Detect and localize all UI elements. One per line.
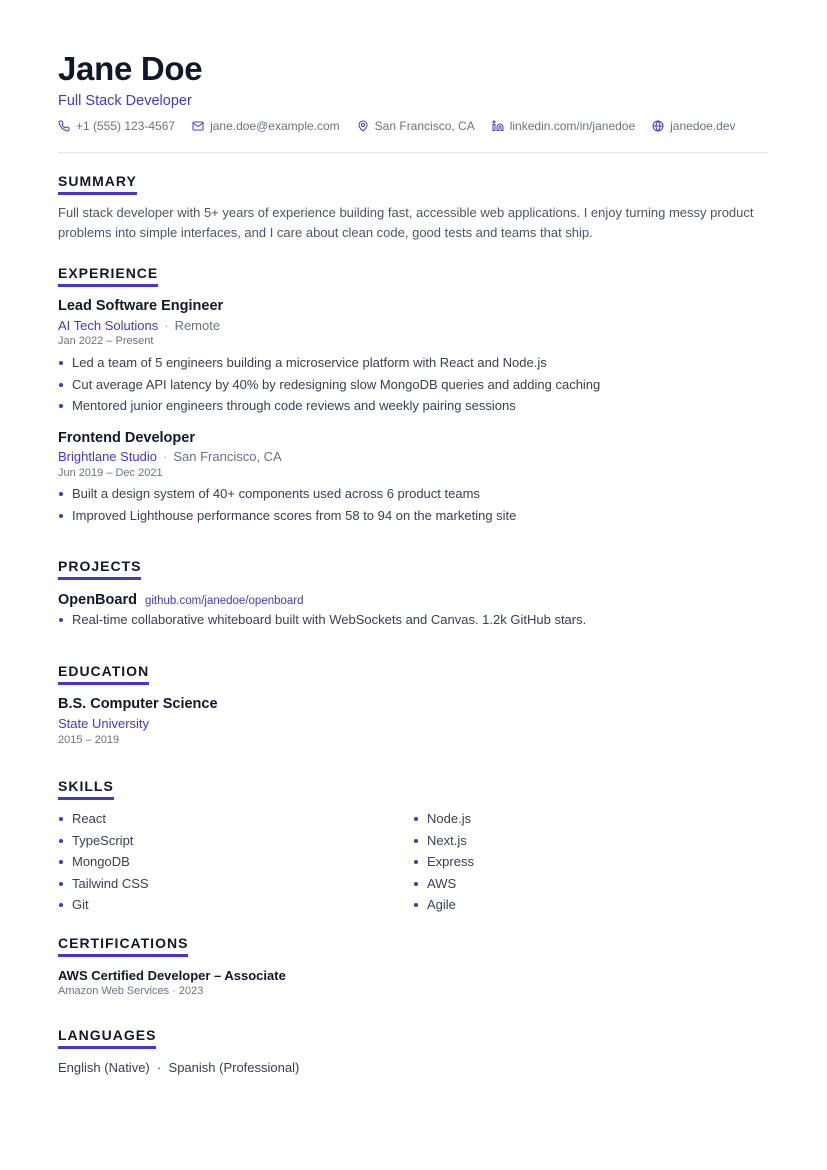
job-title: Frontend Developer [58, 430, 195, 446]
job-location: San Francisco, CA [173, 449, 282, 464]
education-dates: 2015 – 2019 [58, 734, 120, 746]
job-dates: Jun 2019 – Dec 2021 [58, 467, 163, 479]
school-line [58, 716, 149, 731]
globe-icon [652, 120, 664, 132]
list-item: Built a design system of 40+ components used across 6 product teams [58, 483, 516, 505]
certification-name: AWS Certified Developer – Associate [58, 968, 286, 983]
job-location: Remote [174, 318, 221, 333]
job-dates: Jan 2022 – Present [58, 335, 154, 347]
job-title: Lead Software Engineer [58, 298, 224, 314]
certifications-heading: CERTIFICATIONS [58, 935, 188, 957]
projects-heading: PROJECTS [58, 558, 141, 580]
experience-heading: EXPERIENCE [58, 265, 158, 287]
project-bullets [58, 609, 586, 631]
summary-heading: SUMMARY [58, 173, 137, 195]
skill-item: Agile [413, 894, 474, 916]
project-name: OpenBoard [58, 592, 137, 608]
candidate-name: Jane Doe [58, 50, 203, 87]
contact-location [357, 119, 475, 133]
skill-item: AWS [413, 873, 474, 895]
location-pin-icon [357, 120, 369, 132]
resume-page [58, 0, 768, 1170]
degree-title: B.S. Computer Science [58, 696, 218, 712]
summary-line-1: Full stack developer with 5+ years of experience building fast, accessible web applications. I enjoy turning messy product [58, 205, 754, 220]
skill-item: Express [413, 851, 474, 873]
languages-heading: LANGUAGES [58, 1027, 156, 1049]
skills-list-left [58, 808, 149, 916]
list-item: Real-time collaborative whiteboard built with WebSockets and Canvas. 1.2k GitHub stars. [58, 609, 586, 631]
contact-phone[interactable] [58, 119, 175, 133]
skill-item: Node.js [413, 808, 474, 830]
job-bullets [58, 483, 516, 526]
list-item: Cut average API latency by 40% by redesigning slow MongoDB queries and adding caching [58, 374, 600, 396]
skill-item: TypeScript [58, 830, 149, 852]
contact-email[interactable] [192, 119, 340, 133]
job-company: Brightlane Studio [58, 449, 158, 464]
project-header [58, 592, 304, 608]
contact-email-text: jane.doe@example.com [210, 119, 340, 133]
skill-item: MongoDB [58, 851, 149, 873]
skill-item: Git [58, 894, 149, 916]
education-heading: EDUCATION [58, 663, 149, 685]
job-company-line [58, 318, 220, 333]
contact-linkedin-text: linkedin.com/in/janedoe [509, 119, 636, 133]
contact-website-text: janedoe.dev [670, 119, 736, 133]
contact-phone-text: +1 (555) 123-4567 [76, 119, 176, 133]
skill-item: React [58, 808, 149, 830]
list-item: Improved Lighthouse performance scores from 58 to 94 on the marketing site [58, 505, 516, 527]
skills-list-right [413, 808, 474, 916]
skills-heading: SKILLS [58, 778, 114, 800]
certification-meta: Amazon Web Services · 2023 [58, 985, 204, 997]
summary-text [58, 203, 754, 243]
separator-dot: · [163, 449, 168, 464]
summary-line-2: problems into simple interfaces, and I care about clean code, good tests and teams that ship. [58, 225, 593, 240]
list-item: Mentored junior engineers through code reviews and weekly pairing sessions [58, 395, 600, 417]
languages-text: English (Native) · Spanish (Professional) [58, 1060, 300, 1075]
contact-bar [58, 119, 768, 133]
mail-icon [192, 120, 204, 132]
project-link[interactable]: github.com/janedoe/openboard [144, 595, 304, 607]
phone-icon [58, 120, 70, 132]
school-name: State University [58, 716, 150, 731]
contact-location-text: San Francisco, CA [374, 119, 475, 133]
job-company-line [58, 449, 282, 464]
candidate-role: Full Stack Developer [58, 93, 192, 109]
list-item: Led a team of 5 engineers building a microservice platform with React and Node.js [58, 352, 600, 374]
job-bullets [58, 352, 600, 417]
contact-linkedin[interactable] [492, 119, 635, 133]
linkedin-icon [492, 120, 504, 132]
skill-item: Tailwind CSS [58, 873, 149, 895]
skill-item: Next.js [413, 830, 474, 852]
header-divider [58, 152, 768, 153]
separator-dot: · [164, 318, 169, 333]
contact-website[interactable] [652, 119, 735, 133]
job-company: AI Tech Solutions [58, 318, 159, 333]
